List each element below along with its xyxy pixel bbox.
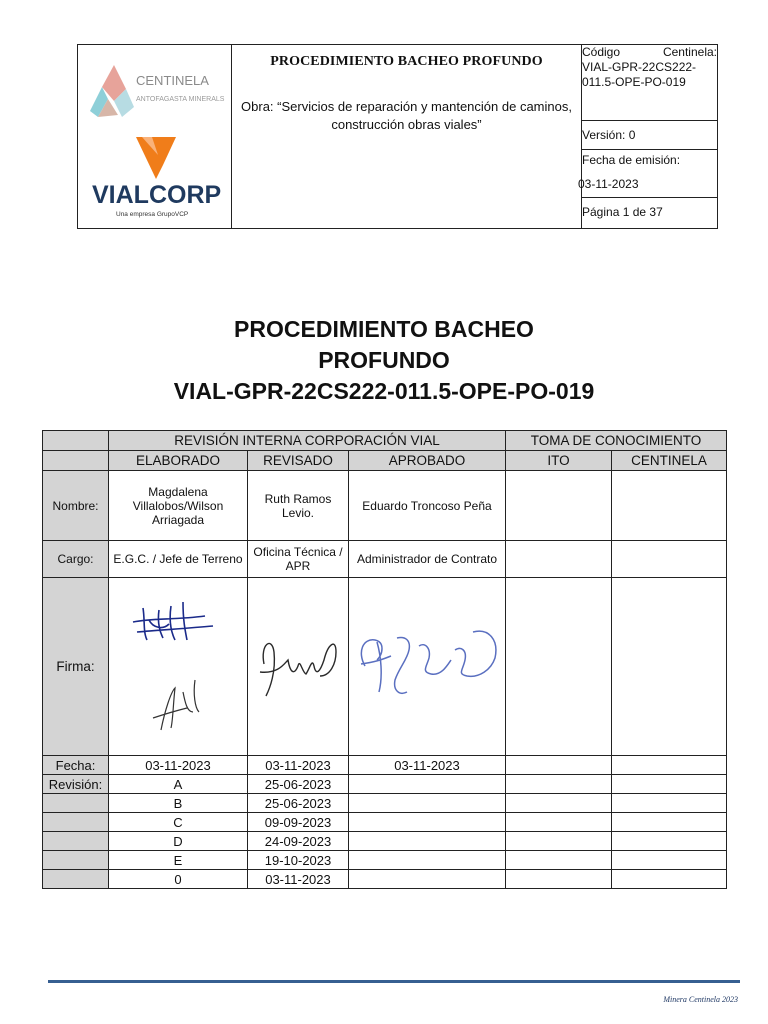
fecha-centinela [612, 756, 727, 775]
header-title-cell [232, 45, 582, 229]
document-header [77, 44, 718, 229]
fecha-emision-cell [578, 150, 718, 198]
revision-letter: A [109, 775, 248, 794]
codigo-owner: Centinela: [662, 45, 717, 59]
nombre-elaborado: Magdalena Villalobos/Wilson Arriagada [109, 471, 248, 541]
footer-rule [48, 980, 740, 983]
codigo-value: VIAL-GPR-22CS222-011.5-OPE-PO-019 [582, 60, 697, 89]
col-elaborado: ELABORADO [109, 451, 248, 471]
cargo-revisado: Oficina Técnica / APR [248, 541, 349, 578]
footer-text: Minera Centinela 2023 [663, 995, 738, 1004]
group-internal-header: REVISIÓN INTERNA CORPORACIÓN VIAL [109, 431, 506, 451]
row-label-nombre: Nombre: [43, 471, 109, 541]
header-doc-title: PROCEDIMIENTO BACHEO PROFUNDO [270, 54, 543, 69]
fecha-emision-label: Fecha de emisión: [582, 153, 681, 168]
row-label-fecha: Fecha: [43, 756, 109, 775]
row-label-revision: Revisión: [43, 775, 109, 794]
main-title-line2: PROFUNDO [318, 347, 450, 373]
main-title-line1: PROCEDIMIENTO BACHEO [234, 316, 534, 342]
revision-date: 03-11-2023 [248, 870, 349, 889]
header-blank [43, 431, 109, 451]
signature-aprobado [351, 580, 507, 750]
revision-table [42, 430, 727, 889]
nombre-revisado: Ruth Ramos Levio. [248, 471, 349, 541]
header-blank [43, 451, 109, 471]
main-title [0, 314, 768, 407]
fecha-elaborado: 03-11-2023 [109, 756, 248, 775]
centinela-sub: ANTOFAGASTA MINERALS [136, 96, 225, 103]
col-aprobado: APROBADO [349, 451, 506, 471]
version-cell [582, 121, 718, 150]
revision-date: 25-06-2023 [248, 794, 349, 813]
row-label-firma: Firma: [43, 578, 109, 756]
pagina-cell [582, 197, 718, 228]
revision-date: 09-09-2023 [248, 813, 349, 832]
nombre-centinela [612, 471, 727, 541]
revision-date: 25-06-2023 [248, 775, 349, 794]
nombre-ito [506, 471, 612, 541]
revision-letter: E [109, 851, 248, 870]
firma-elaborado [109, 578, 248, 756]
col-centinela: CENTINELA [612, 451, 727, 471]
revision-date: 19-10-2023 [248, 851, 349, 870]
fecha-ito [506, 756, 612, 775]
revision-letter: C [109, 813, 248, 832]
firma-ito [506, 578, 612, 756]
cargo-centinela [612, 541, 727, 578]
group-toma-header: TOMA DE CONOCIMIENTO [506, 431, 727, 451]
signature-elaborado [113, 580, 243, 750]
cargo-ito [506, 541, 612, 578]
firma-aprobado [349, 578, 506, 756]
codigo-label: Código [582, 45, 621, 59]
vialcorp-tagline: Una empresa GrupoVCP [116, 211, 189, 218]
codigo-cell [582, 45, 718, 121]
revision-letter: B [109, 794, 248, 813]
nombre-aprobado: Eduardo Troncoso Peña [349, 471, 506, 541]
pagina-text: Página 1 de 37 [582, 205, 663, 220]
vialcorp-name: VIALCORP [92, 181, 222, 209]
firma-revisado [248, 578, 349, 756]
fecha-revisado: 03-11-2023 [248, 756, 349, 775]
signature-revisado [250, 580, 350, 750]
revision-letter: 0 [109, 870, 248, 889]
centinela-logo [90, 65, 225, 117]
fecha-emision-value: 03-11-2023 [578, 177, 639, 192]
main-title-code: VIAL-GPR-22CS222-011.5-OPE-PO-019 [173, 378, 595, 404]
header-obra: Obra: “Servicios de reparación y mantención de caminos, construcción obras viales” [241, 99, 572, 132]
company-logos [78, 45, 232, 223]
col-revisado: REVISADO [248, 451, 349, 471]
cargo-elaborado: E.G.C. / Jefe de Terreno [109, 541, 248, 578]
revision-date: 24-09-2023 [248, 832, 349, 851]
revision-letter: D [109, 832, 248, 851]
centinela-name: CENTINELA [136, 73, 209, 88]
fecha-aprobado: 03-11-2023 [349, 756, 506, 775]
version-text: Versión: 0 [582, 127, 636, 142]
cargo-aprobado: Administrador de Contrato [349, 541, 506, 578]
vialcorp-logo [92, 137, 221, 218]
firma-centinela [612, 578, 727, 756]
logo-cell [78, 45, 232, 229]
row-label-cargo: Cargo: [43, 541, 109, 578]
col-ito: ITO [506, 451, 612, 471]
